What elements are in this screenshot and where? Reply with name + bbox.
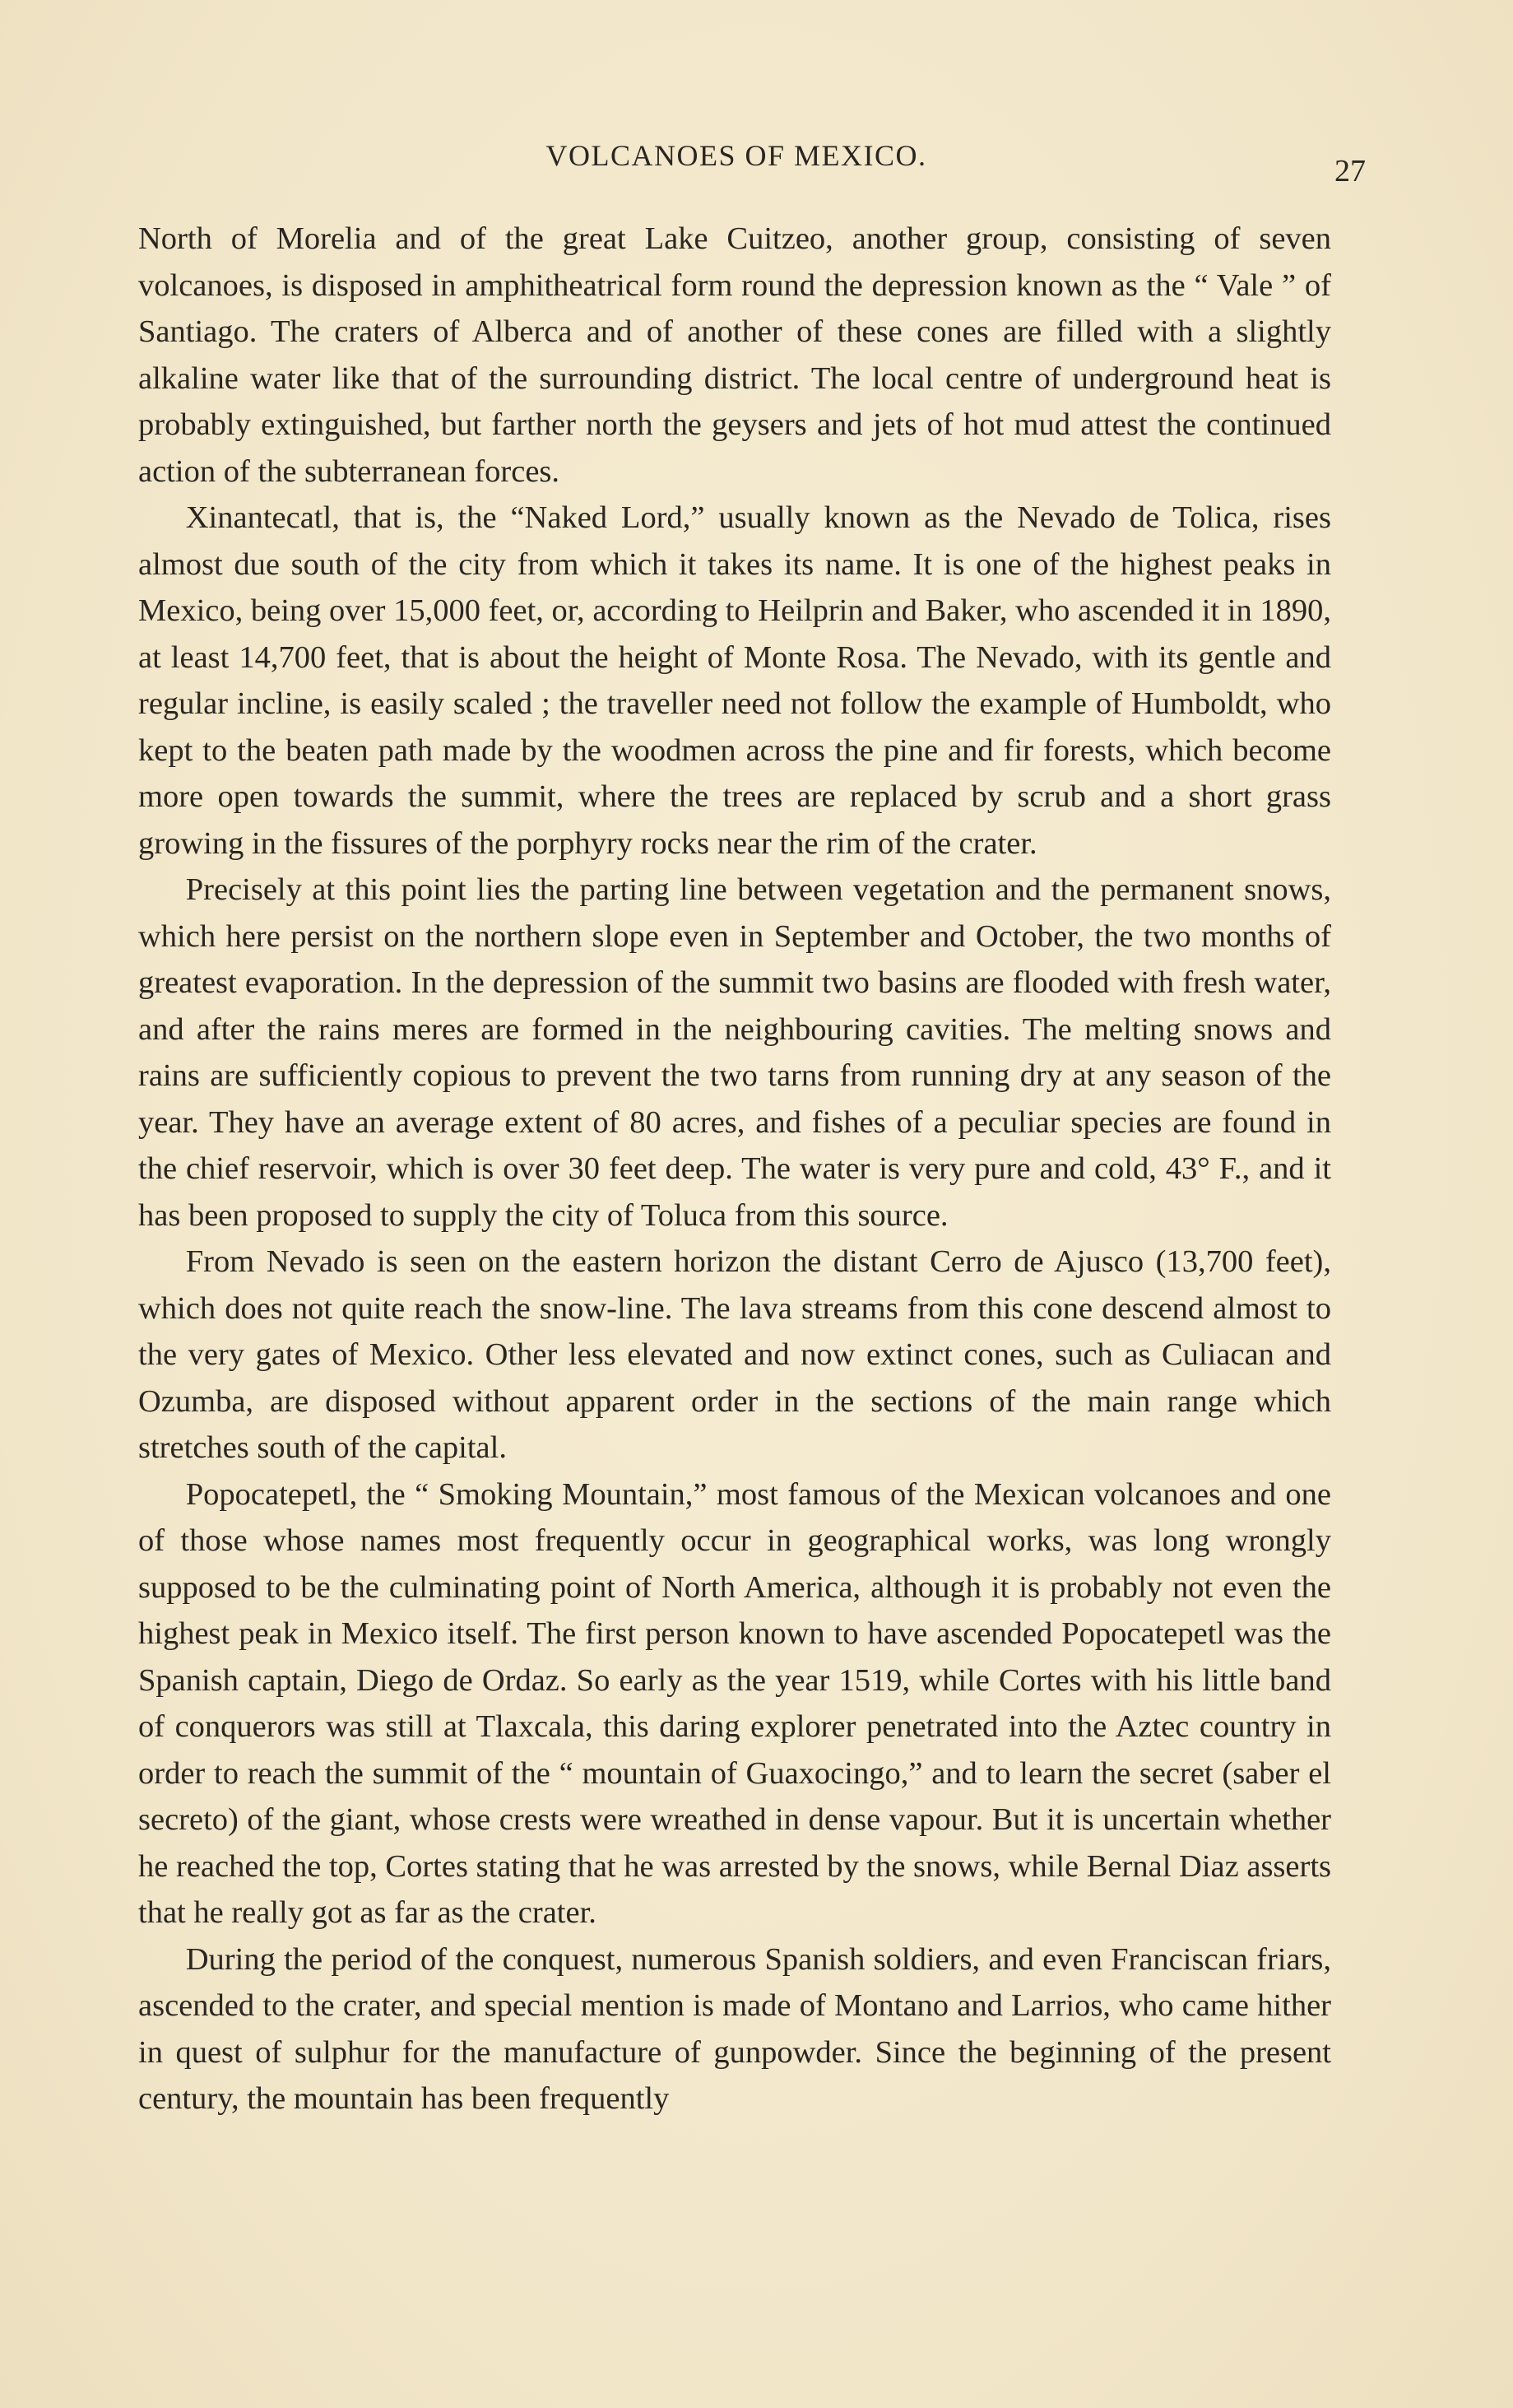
paragraph-ajusco: From Nevado is seen on the eastern horizon the distant Cerro de Ajusco (13,700 feet), which does not quite reach the snow-line. The lava streams from this cone descend almost to the very gates of Mexico. Other less elevated and now extinct cones, such as Culiacan and Ozumba, are disposed without apparent order in the sections of the main range which stretches south of the capital. xyxy=(138,1244,1331,1465)
page-number: 27 xyxy=(1334,154,1366,188)
body-text xyxy=(138,216,1331,2122)
running-head xyxy=(140,138,1366,188)
paragraph-permanent-snows: Precisely at this point lies the parting line between vegetation and the permanent snows, which here persist on the northern slope even in September and October, the two months of greatest evaporation. In the depression of the summit two basins are flooded with fresh water, and after the rains meres are formed in the neighbouring cavities. The melting snows and rains are sufficiently copious to prevent the two tarns from running dry at any season of the year. They have an average extent of 80 acres, and fishes of a peculiar species are found in the chief reservoir, which is over 30 feet deep. The water is very pure and cold, 43° F., and it has been proposed to supply the city of Toluca from this source. xyxy=(138,872,1331,1233)
paragraph-conquest: During the period of the conquest, numerous Spanish soldiers, and even Franciscan friars, ascended to the crater, and special mention is made of Montano and Larrios, who came hither in quest of sulphur for the manufacture of gunpowder. Since the beginning of the present century, the mountain has been frequently xyxy=(138,1941,1331,2116)
running-title: VOLCANOES OF MEXICO. xyxy=(545,139,927,172)
paragraph-popocatepetl: Popocatepetl, the “ Smoking Mountain,” most famous of the Mexican volcanoes and one of those whose names most frequently occur in geographical works, was long wrongly supposed to be the culminating point of North America, although it is probably not even the highest peak in Mexico itself. The first person known to have ascended Popocatepetl was the Spanish captain, Diego de Ordaz. So early as the year 1519, while Cortes with his little band of conquerors was still at Tlaxcala, this daring explorer penetrated into the Aztec country in order to reach the summit of the “ mountain of Guaxocingo,” and to learn the secret (saber el secreto) of the giant, whose crests were wreathed in dense vapour. But it is uncertain whether he reached the top, Cortes stating that he was arrested by the snows, while Bernal Diaz asserts that he really got as far as the crater. xyxy=(138,1476,1331,1930)
paragraph-cuitzeo: North of Morelia and of the great Lake Cuitzeo, another group, consisting of seven volcanoes, is disposed in amphitheatrical form round the depression known as the “ Vale ” of Santiago. The craters of Alberca and of another of these cones are filled with a slightly alkaline water like that of the surrounding district. The local centre of underground heat is probably extinguished, but farther north the geysers and jets of hot mud attest the continued action of the subterranean forces. xyxy=(138,221,1331,489)
paragraph-xinantecatl: Xinantecatl, that is, the “Naked Lord,” usually known as the Nevado de Tolica, rises almost due south of the city from which it takes its name. It is one of the highest peaks in Mexico, being over 15,000 feet, or, according to Heilprin and Baker, who ascended it in 1890, at least 14,700 feet, that is about the height of Monte Rosa. The Nevado, with its gentle and regular incline, is easily scaled ; the traveller need not follow the example of Humboldt, who kept to the beaten path made by the woodmen across the pine and fir forests, which become more open towards the summit, where the trees are replaced by scrub and a short grass growing in the fissures of the porphyry rocks near the rim of the crater. xyxy=(138,500,1331,861)
